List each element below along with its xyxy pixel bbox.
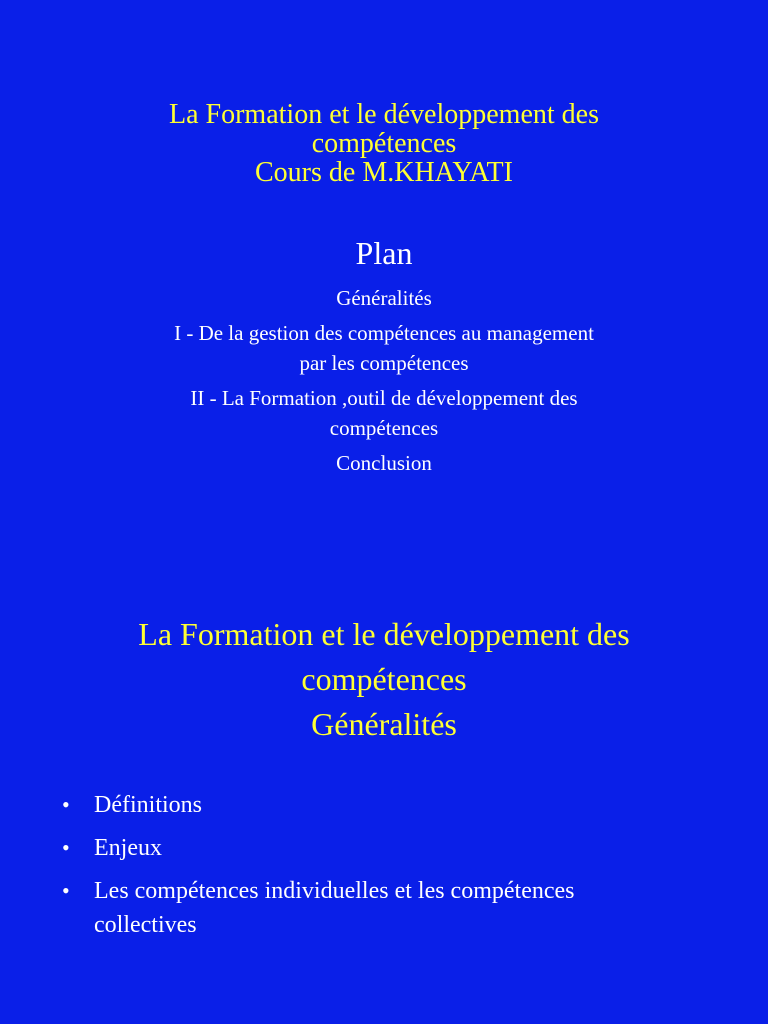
title-line: La Formation et le développement des (169, 99, 599, 130)
bullet-item (62, 874, 722, 942)
plan-list (60, 283, 708, 483)
slide-title (40, 100, 728, 187)
slide-title (40, 612, 728, 747)
bullet-text: collectives (94, 912, 197, 938)
plan-item-text: II - La Formation ,outil de développement des (190, 386, 578, 410)
bullet-marker: • (62, 835, 70, 860)
title-line: Généralités (311, 706, 457, 742)
plan-item (60, 318, 708, 378)
plan-item (60, 448, 708, 478)
plan-item-text: par les compétences (299, 351, 469, 375)
plan-item-text: compétences (329, 416, 439, 440)
plan-item-text: Généralités (336, 286, 432, 310)
title-line: Cours de M.KHAYATI (255, 157, 513, 188)
title-line: compétences (311, 128, 457, 159)
bullet-item (62, 788, 722, 822)
slide-generalites (0, 512, 768, 1024)
bullet-marker: • (62, 792, 70, 817)
bullet-item (62, 831, 722, 865)
plan-heading: Plan (355, 235, 413, 271)
bullet-text: Enjeux (94, 835, 162, 861)
bullet-text: Définitions (94, 792, 202, 818)
bullet-list (62, 788, 722, 951)
plan-item (60, 383, 708, 443)
plan-item-text: I - De la gestion des compétences au management (174, 321, 594, 345)
plan-item (60, 283, 708, 313)
plan-item-text: Conclusion (336, 451, 432, 475)
bullet-text: Les compétences individuelles et les compétences (94, 878, 575, 904)
title-line: La Formation et le développement des (138, 616, 630, 652)
title-line: compétences (301, 661, 467, 697)
bullet-marker: • (62, 878, 70, 903)
